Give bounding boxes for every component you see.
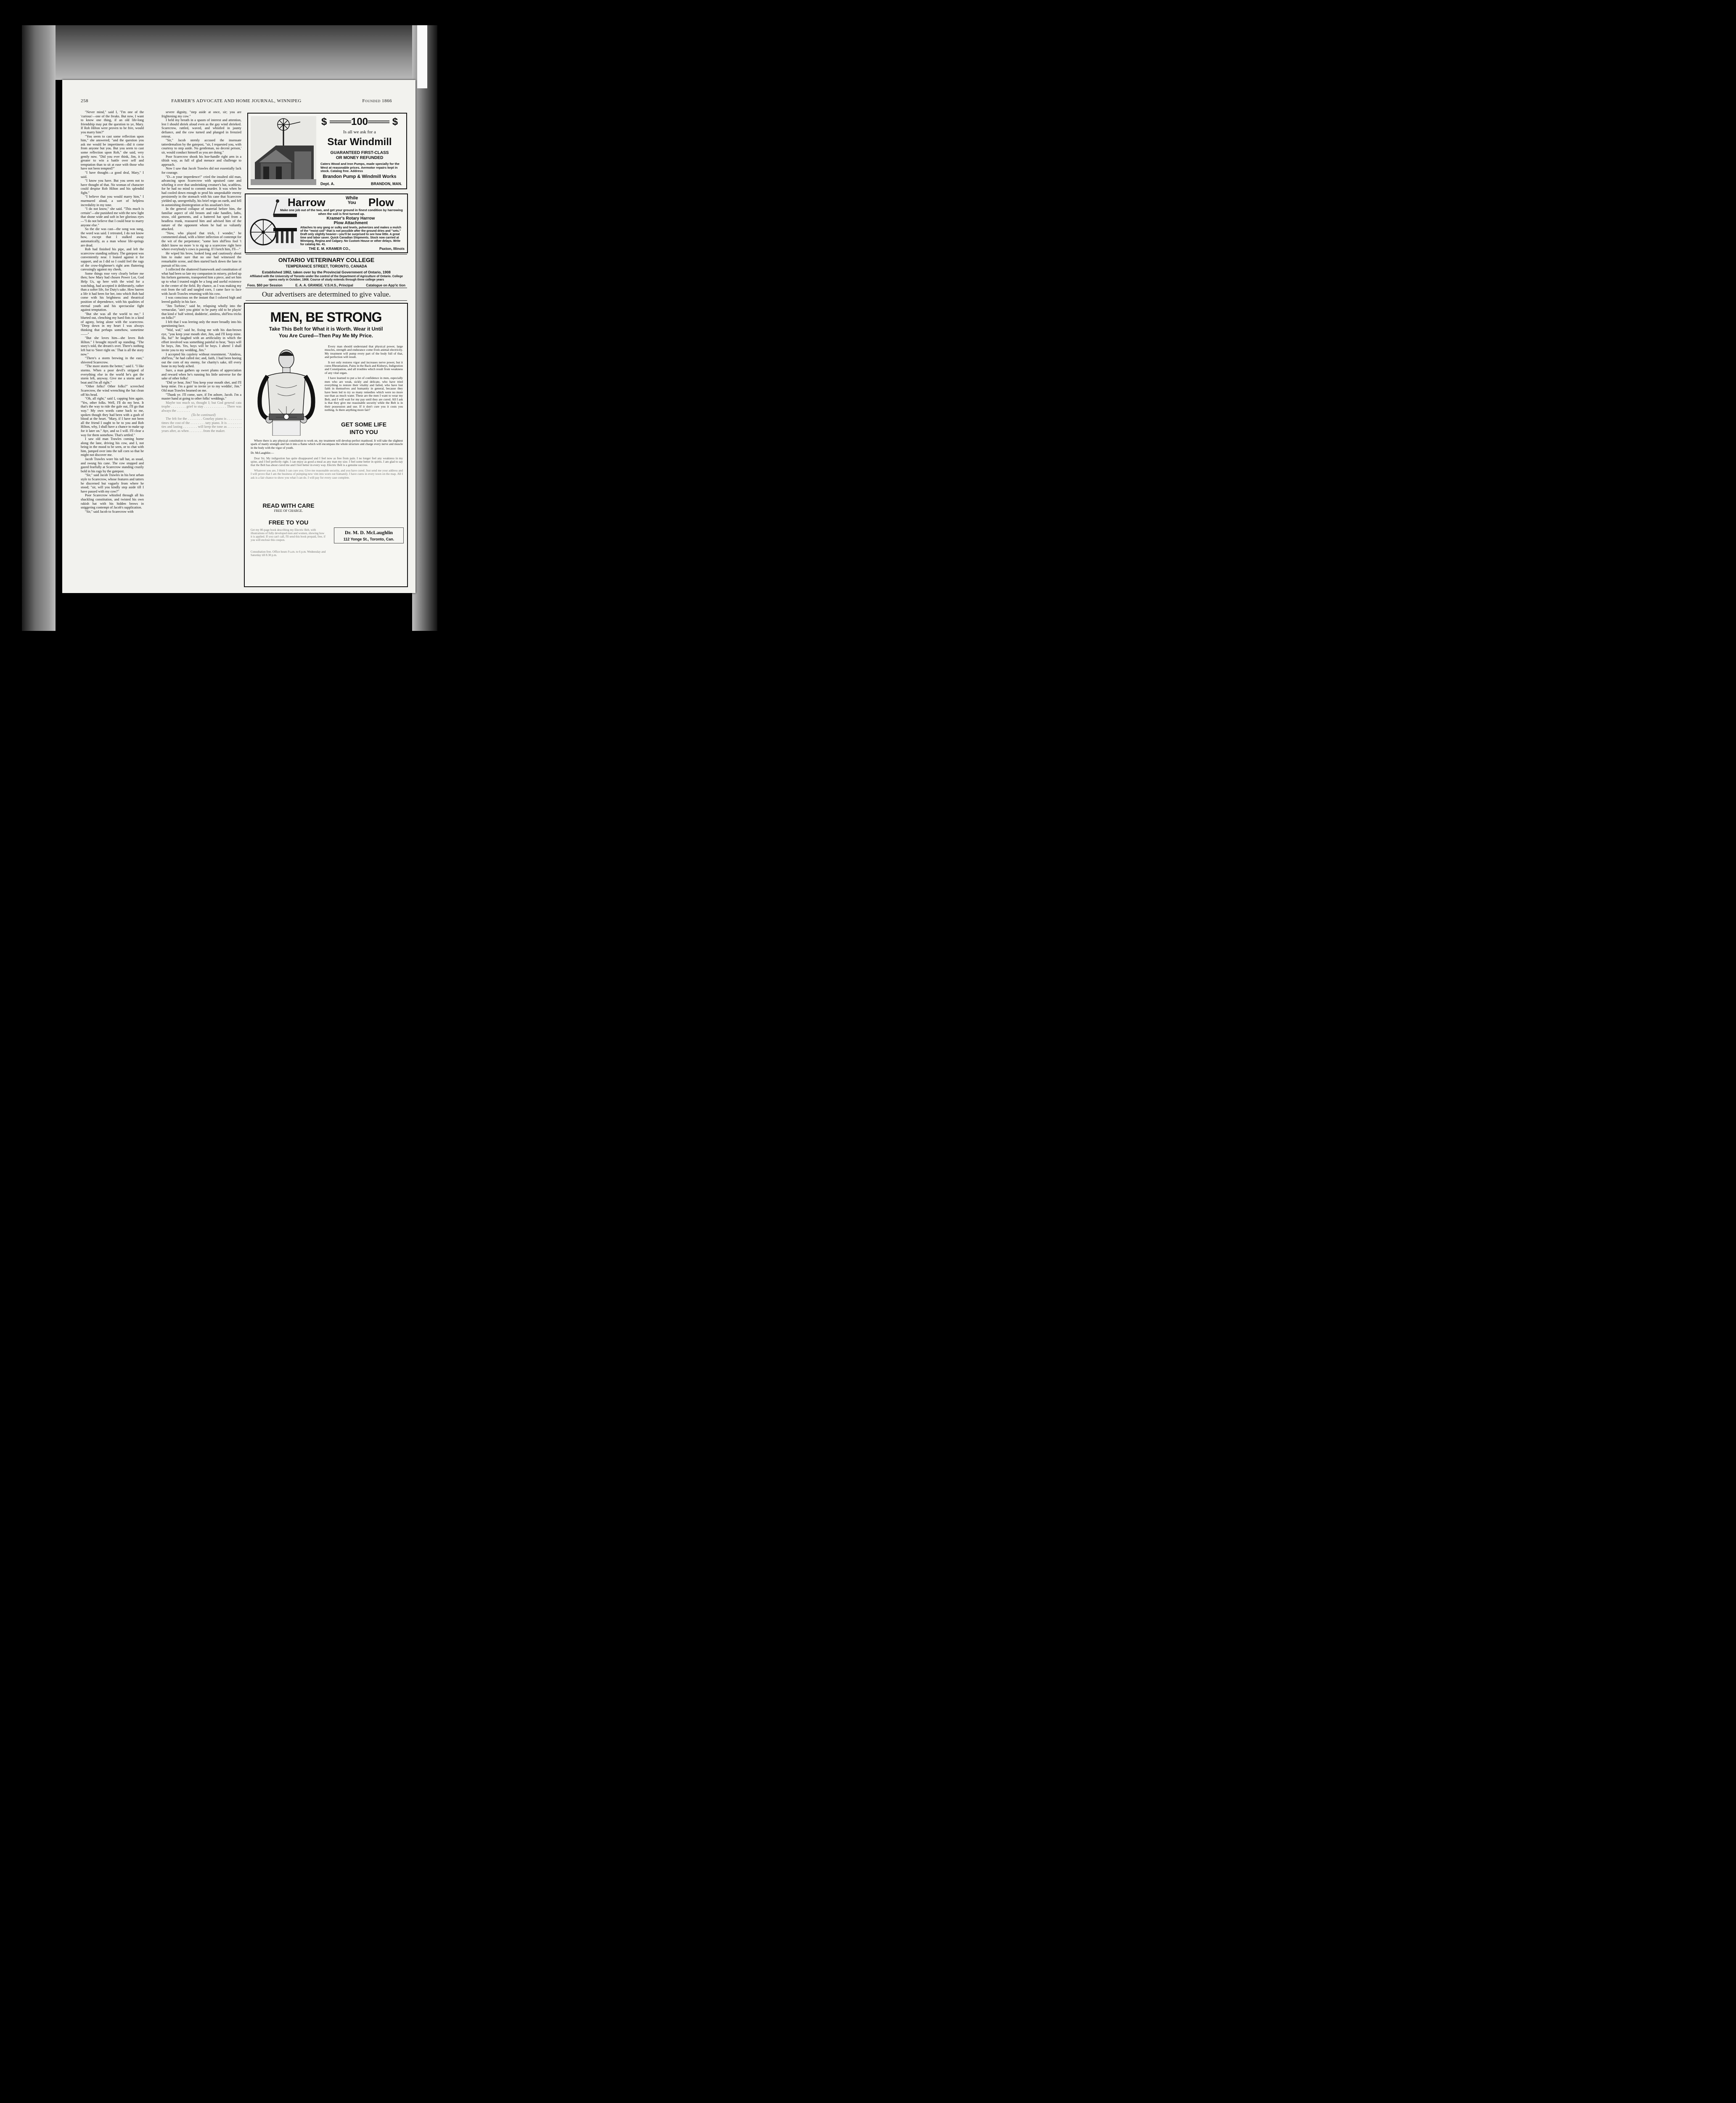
strongman-illustration: [251, 343, 322, 436]
windmill-ad-body: Caters Wood and Iron Pumps, made specially for the West at reasonable prices. Aermotor repairs kept in stock. Catalog free. Address: [320, 162, 400, 173]
story-paragraph: I collected the shattered framework and constitution of what had been so late my companion in misery, picked up his forlorn garments, transported him a piece, and set him up to what I trusted might be a long and useful existence in the center of the field. By chance, as I was making my exit from the tall and tangled corn, I came face to face with Jacob Trawles returning with his cow.: [161, 268, 241, 296]
story-paragraph: In the general collapse of material before him, the familiar aspect of old broom and rake handles, laths, straw, old garments, and a battered hat sped from a headless trunk, reassured him and advised him of the nature of the opponent whom he had so valiantly attacked.: [161, 207, 241, 231]
page-number: 258: [81, 98, 88, 103]
story-paragraph: "Waf, waf," said he, fixing me with his dun-brown eye, "you keep your mouth shet, Jim, and I'll keep mine. Ha, ha!" he laughed with an artificiality in which the effort involved was something painful to hear, "boys will be boys, Jim. Yes, boys will be boys. I ahem! I shall invite you to my wedding, Jim.": [161, 328, 241, 352]
belt-subhead-2: You Are Cured—Then Pay Me My Price.: [278, 333, 373, 339]
story-paragraph: Rob had finished his pipe, and left the scarecrow standing solitary. The gatepost was conveniently near. I leaned against it for support, and as I did so I could feel the rags of the crow-frightener's right arm fluttering caressingly against my cheek.: [81, 247, 144, 272]
windmill-location: BRANDON, MAN.: [371, 182, 402, 186]
story-paragraph: "Thank ye. I'll come, sure, if I'm ashore, Jacob. I'm a master hand at going to other folks' weddings.": [161, 392, 241, 401]
ovc-title: ONTARIO VETERINARY COLLEGE: [278, 257, 375, 263]
story-paragraph: I held my breath in a spasm of interest and attention, lest I should shriek aloud even as the gay wind shrieked. Scarecrow, rattled, waved, and whistled in jaunty defiance, and the cow turned and plunged in frenzied retreat.: [161, 118, 241, 138]
harrow-location: Paxton, Illinois: [379, 246, 405, 251]
harrow-word: Harrow: [288, 196, 326, 209]
ovc-fees: Fees. $60 per Session: [247, 283, 283, 287]
harrow-ad: [245, 193, 408, 253]
guarantee-line-2: OR MONEY REFUNDED: [336, 156, 384, 160]
price-line: $ ═══100═══ $: [321, 116, 398, 127]
story-paragraph: Maybe too much so, thought I; but God general cata trophe . . . . . . . . grief to stay . . . . . . . . . . . . There was always the . . . . . . . .: [161, 400, 241, 413]
windmill-company: Brandon Pump & Windmill Works: [323, 174, 397, 179]
story-paragraph: "Sir," said Jacob Trawles in his best urban style to Scarecrow, whose features and tatters he discerned but vaguely from where he stood; "sir, will you kindly step aside till I have passed with my cow?": [81, 473, 144, 493]
free-of-charge: FREE OF CHARGE.: [274, 509, 303, 513]
harrow-company: THE E. M. KRAMER CO.,: [309, 246, 350, 251]
story-paragraph: "Never mind," said I, "I'm one of the 'curious'—one of the freaks. But now, I want to know one thing, if an old life-long friendship may put the question to ye, Mary. If Rob Hilton were proven to be free, would you marry him?": [81, 110, 144, 134]
coupon-box: [334, 527, 404, 543]
belt-subhead: [249, 326, 403, 339]
story-paragraph: Now I saw that Jacob Trawles did not essentially lack for courage.: [161, 167, 241, 175]
story-paragraph: The felt for the . . . . . . . . Gourlay piano is . . . . . . . . times the cost of the . . . . . . . . tary piano. It is . . . . . . . . ties and lasting . . . . . . . . will keep the tone as . . . . . . . . years after, as when . . . . . . . . from the maker.: [161, 417, 241, 433]
belt-subhead-1: Take This Belt for What it is Worth. Wear it Until: [269, 326, 383, 332]
belt-body: [325, 345, 403, 413]
story-paragraph: "The more storm the better," said I. "I like storms. When a poor devil's stripped of everything else in the world he's got the storm left, anyway. Give me a storm and a boat and I'm all right.": [81, 364, 144, 384]
free-to-you: FREE TO YOU: [268, 519, 309, 526]
belt-body-2: [251, 439, 403, 481]
story-paragraph: "D—n your imperdence!" cried the insulted old man, advancing upon Scarecrow with upraised cane and whirling it over that unshrinking creature's hat, scathless, for he had no mind to commit murder. It was when he had cooled down enough to prod his unspeakable enemy persistently in the stomach with his cane that Scarecrow yielded up, unregretfully, his brief reign on earth, and fell in astonishing disintegration at his assailant's feet.: [161, 175, 241, 207]
gsl-line-2: INTO YOU: [349, 429, 378, 435]
product-name: Star Windmill: [327, 136, 392, 148]
adjacent-page-strip: [417, 25, 427, 88]
story-paragraph: "You seem to cast some reflection upon him," she answered; "and the question you ask me would be impertinent—did it come from anyone but you. But you seem to cast some reflection upon Rob," she said, very gently now. "Did you ever think, Jim, it is greater to win a battle over self and temptation than to sit at ease with those who have not been tempted?": [81, 134, 144, 171]
belt-para-1: Every man should understand that physical power, large muscles, strength and endurance come from animal electricity. My treatment will pump every part of the body full of that, and perfection will result.: [325, 344, 403, 359]
founded-line: Founded 1866: [362, 98, 392, 103]
ovc-established: Established 1862, taken over by the Provincial Government of Ontario, 1908: [262, 270, 391, 274]
newspaper-page: [62, 80, 415, 593]
belt-consult: Consultation free. Office hours 9 a.m. to 6 p.m. Wednesday and Saturday till 8.30 p.m.: [251, 550, 326, 557]
belt-letter-to: Dr. McLaughlin:—: [251, 451, 274, 455]
ovc-address: TEMPERANCE STREET, TORONTO, CANADA: [286, 264, 367, 268]
belt-para-5: Whatever you are, I think I can cure you. Give me reasonable security, and you have cured. Just send me your address and I will prove that I am the business of pumping new vim into worn out humanity. I have cures in every town on the map. All I ask is a fair chance to show you what I can do. I will pay for every case complete.: [251, 469, 403, 479]
advertisers-line: Our advertisers are determined to give value.: [262, 290, 391, 298]
story-paragraph: "I know you have. But you seem not to have thought of that. No woman of character could despise Rob Hilton and his splendid fight.": [81, 179, 144, 195]
story-paragraph: "I do not know," she said. "This much is certain"—she punished me with the new light that shone wide and soft in her glorious eyes—"I do not believe that I could bear to marry anyone else.": [81, 207, 144, 227]
ovc-catalogue: Catalogue on App'ic tion: [366, 283, 405, 287]
gsl-line-1: GET SOME LIFE: [341, 421, 387, 428]
harrow-body: Attaches to any gang or sulky and levels, pulverizes and makes a mulch of the "moist soil" that is not possible after the ground dries and "sets." Draft only slightly heavier—you'll be surprised to see how little. A great time and labor saver. Quick Canadian Shipments. Stock now carried at Winnipeg, Regina and Calgary. No Custom House or other delays. Write for catalog No. 41.: [300, 226, 402, 246]
story-paragraph: "Did ye hear, Jim? You keep your mouth shet, and I'll keep mine. I'm a goin' to invite ye to my weddin', Jim." Old man Trawles beamed on me.: [161, 380, 241, 392]
harrow-product-line-2: Plow Attachment: [333, 221, 368, 225]
story-paragraph: Sure, a man gathers up sweet plums of appreciation and reward when he's running his little universe for the sake of other folks!: [161, 368, 241, 381]
windmill-barn-illustration: [251, 116, 316, 185]
story-paragraph: Some things rose very clearly before me then; how Mary had chosen Power Lot, God Help Us, up here with the wind for a watchdog, had accepted it deliberately, rather than a softer life, for Duty's sake. How barren a life it had been for her, into which Rob had come with his brightness and theatrical position of dependence, with his qualities of eternal youth and his spectacular fight against temptation.: [81, 271, 144, 312]
story-paragraph: "Oh, all right," said I, capping him again. "Yes, other folks. Well, I'll do my best. It that's the way to ride the gale out, I'll go that way." My own words came back to me, spoken though they had been with a gush of blood at the heart. "Mary, if I have not been all the friend I ought to be to you and Rob Hilton, why, I shall have a chance to make up for it later on." Aye, and so I will. I'll clear a way for them somehow. That's settled.": [81, 397, 144, 437]
windmill-ad: [247, 113, 407, 189]
belt-para-2: It not only restores vigor and increases nerve power, but it cures Rheumatism, Pains in the Back and Kidneys, Indigestion and Constipation, and all troubles which result from weakness of any vital organ.: [325, 360, 403, 375]
story-paragraph: "Jim Turbine," said he, relapsing wholly into the vernacular, "ain't you gittin' to be purty old to be playin' that kind o' half witted, dodderin', aimless, shif'less tricks on folks?": [161, 304, 241, 320]
film-border-top: [22, 25, 426, 80]
guarantee-line-1: GUARANTEED FIRST-CLASS: [330, 151, 389, 155]
belt-para-3: I have learned to put a lot of confidence in men, especially men who are weak, sickly and delicate, who have tried everything to restore their vitality and failed, who have lost faith in themselves and humanity in general, because they have been led to try so many remedies which were no more use than as much water. These are the men I want to wear my Belt, and I will wait for my pay until they are cured. All I ask is that they give me reasonable security while the Belt is in their possession and use. If it don't cure you it costs you nothing. Is there anything more fair?: [325, 376, 403, 412]
publication-title: FARMER'S ADVOCATE AND HOME JOURNAL, WINNIPEG: [171, 98, 302, 103]
story-column-2: [161, 110, 241, 585]
belt-headline: MEN, BE STRONG: [270, 310, 382, 325]
story-column-1: [81, 110, 144, 585]
story-paragraph: I saw old man Trawles coming home along the lane, driving his cow, and I, not being in the mood to be seen, or to chat with him, jumped over into the tall corn so that he might not discover me.: [81, 437, 144, 457]
story-paragraph: Poor Scarecrow shook his hoe-handle right arm in a tiltish way, as full of glad menace and challenge to approach.: [161, 154, 241, 167]
harrow-product-line-1: Kramer's Rotary Harrow: [326, 216, 375, 221]
belt-ad: [244, 303, 408, 587]
story-paragraph: "Now, who played that trick, I wonder," he commented aloud, with a bitter inflection of contempt for the wit of the perpetrator; "some lorn shif'less fool 't didn't know no more 'n to rig up a scarecrow right here where everybody's cows is passing. If I ketch him, I'll—": [161, 231, 241, 252]
doctor-address: 112 Yonge St., Toronto, Can.: [343, 537, 394, 541]
story-paragraph: Jacob Trawles wore his tall hat, as usual, and swung his cane. The cow stopped and gazed fearfully at Scarecrow standing crazily bold in his rags by the gatepost.: [81, 457, 144, 473]
film-border-left: [22, 25, 56, 631]
story-paragraph: "But she loves him—she loves Rob Hilton." I brought myself up standing. "The story's told, the dream's over. There's nothing left but to 'Steer right on.' That is all the story now.": [81, 336, 144, 356]
belt-para-4: Where there is any physical constitution to work on, my treatment will develop perfect manhood. It will take the slightest spark of manly strength and fan it into a flame which will encompass the whole structure and charge every nerve and muscle in the body with the vigor of youth.: [251, 439, 403, 450]
story-paragraph: I accepted his cajolery without resentment. "Aimless, shif'less," he had called me; and, faith, I had been hoeing out the corn of my enemy, for charity's sake, till every bone in my body ached.: [161, 352, 241, 368]
while-you: [346, 196, 358, 205]
harrow-tagline: Make one job out of the two, and get your ground in finest condition by harrowing when the soil is first turned up.: [280, 208, 403, 216]
while-word: While: [346, 196, 358, 201]
plow-word: Plow: [368, 196, 394, 209]
doctor-name: Dr. M. D. McLaughlin: [344, 530, 393, 535]
read-with-care: READ WITH CARE: [262, 502, 315, 509]
story-paragraph: severe dignity, "step aside at once, sir; you are frightening my cow.": [161, 110, 241, 118]
ovc-fees-row: [247, 283, 405, 287]
story-paragraph: "Sir," said Jacob to Scarecrow with: [85, 509, 134, 514]
story-paragraph: He wiped his brow, looked long and cautiously about him to make sure that no one had witnessed the remarkable scene, and then started back down the lane in pursuit of his cow.: [161, 251, 241, 268]
story-paragraph: "I have thought—a good deal, Mary," I said.: [81, 170, 144, 179]
belt-letter: Dear Sir, My indigestion has quite disappeared and I feel now as free from pain. I no longer feel any weakness in my spine, and I feel perfectly right. I can enjoy as good a meal as any man my size. I feel some better in spirits. I am glad to say that the Belt has about cured me and I feel better in every way. Electric Belt is a genuine success.: [251, 456, 403, 467]
story-paragraph: "But she was all the world to me," I blurted out, clenching my hard fists in a kind of agony, being alone with the scarecrow. "Deep down in my heart I was always thinking that perhaps somehow, sometime——": [81, 312, 144, 336]
story-paragraph: "Sir," Jacob sternly accused the insensate tatterdemalion by the gatepost, "sir, I requested you, with courtesy to step aside. No gentleman, no decent person,' sir, would conduct himself as you are doing.": [161, 138, 241, 154]
story-paragraph: (To be continued): [191, 413, 216, 417]
story-paragraph: So the die was cast—the song was sung, the word was said. I retreated, I do not know how, except that I stalked away automatically, as a man whose life-springs are dead.: [81, 227, 144, 247]
ovc-affiliation: Affiliated with the University of Toronto under the control of the Department of Agriculture of Ontario. College opens early in October, 1908. Course of study extends through three college years: [249, 275, 403, 281]
story-paragraph: I felt that I was leering only the more broadly into his questioning face.: [161, 320, 241, 328]
ovc-principal: E. A. A. GRANGE. V.S.H.S., Principal: [295, 283, 353, 287]
belt-book-offer: Get my 80-page book describing my Electric Belt, with illustrations of fully developed men and women, showing how it is applied. If you can't call, I'll send this book prepaid, free, if you will enclose this coupon.: [251, 528, 326, 542]
story-paragraph: I was conscious on the instant that I colored high and leered guiltily in his face.: [161, 296, 241, 304]
windmill-dept: Dept. A.: [320, 182, 335, 186]
story-paragraph: Poor Scarecrow whistled through all his shackling constitution, and twisted his own rakish hat with his hidden brows in sniggering contempt of Jacob's supplication.: [81, 493, 144, 510]
story-paragraph: "I believe that you would marry him," I murmured aloud, a sort of helpless incredulity in my tone.: [81, 195, 144, 207]
you-word: You: [347, 200, 356, 205]
divider: [246, 300, 407, 301]
story-paragraph: "There's a storm brewing in the east," shivered Scarecrow.: [81, 356, 144, 364]
ask-line: Is all we ask for a: [343, 130, 376, 135]
story-paragraph: "Other folks? Other folks?" screeched Scarecrow, the wind wrenching the hat clean off his head.: [81, 384, 144, 397]
ovc-ad: [247, 257, 405, 287]
get-some-life: [325, 421, 403, 436]
harrow-product: [309, 216, 393, 225]
film-border-right: [412, 25, 437, 631]
